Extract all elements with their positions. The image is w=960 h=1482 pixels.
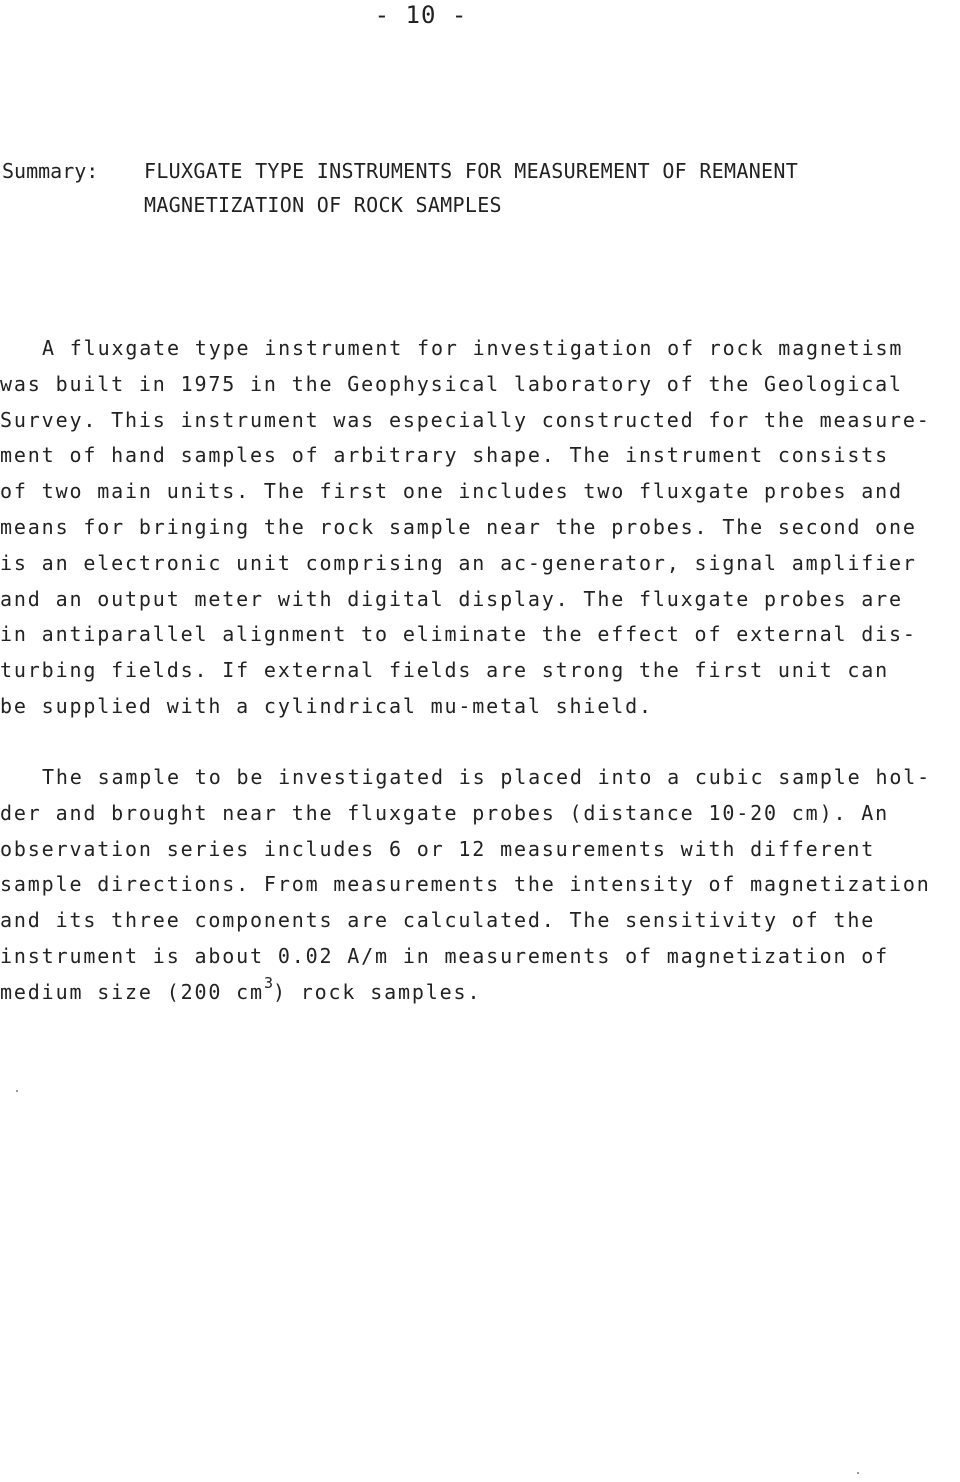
- text-line: was built in 1975 in the Geophysical laboratory of the Geological: [0, 371, 903, 396]
- page-number: - 10 -: [374, 1, 468, 29]
- text-line: and its three components are calculated. The sensitivity of the: [0, 908, 876, 933]
- text-line: means for bringing the rock sample near the probes. The second one: [0, 514, 917, 539]
- text-line: of two main units. The first one includes two fluxgate probes and: [0, 479, 903, 504]
- text-line: sample directions. From measurements the intensity of magnetization: [0, 872, 931, 897]
- text-line: and an output meter with digital display. The fluxgate probes are: [0, 586, 903, 611]
- text-line-last: [0, 975, 960, 1011]
- cubic-superscript: 3: [263, 973, 273, 992]
- text-line: A fluxgate type instrument for investigation of rock magnetism: [42, 336, 904, 360]
- text-line: observation series includes 6 or 12 measurements with different: [0, 836, 876, 861]
- text-line: The sample to be investigated is placed into a cubic sample hol-: [42, 765, 932, 789]
- text-line: is an electronic unit comprising an ac-generator, signal amplifier: [0, 550, 917, 575]
- text-line: instrument is about 0.02 A/m in measurements of magnetization of: [0, 943, 890, 968]
- text-line: Survey. This instrument was especially constructed for the measure-: [0, 407, 931, 432]
- text-line: be supplied with a cylindrical mu-metal shield.: [0, 693, 653, 718]
- paragraph-1: [0, 331, 960, 725]
- last-line-start: medium size (200 cm: [0, 979, 264, 1004]
- text-line: turbing fields. If external fields are strong the first unit can: [0, 658, 890, 683]
- scan-speck: [16, 1090, 18, 1092]
- text-line: ment of hand samples of arbitrary shape. The instrument consists: [0, 443, 890, 468]
- summary-title-line: MAGNETIZATION OF ROCK SAMPLES: [144, 193, 502, 217]
- paragraph-2: [0, 760, 960, 1011]
- text-line: in antiparallel alignment to eliminate the effect of external dis-: [0, 622, 917, 647]
- summary-title-line: FLUXGATE TYPE INSTRUMENTS FOR MEASUREMENT OF REMANENT: [144, 159, 799, 183]
- text-line: der and brought near the fluxgate probes (distance 10-20 cm). An: [0, 800, 890, 825]
- last-line-end: ) rock samples.: [272, 979, 482, 1004]
- summary-title: [144, 154, 944, 222]
- summary-label: Summary:: [2, 159, 99, 183]
- scan-speck: [857, 1472, 859, 1474]
